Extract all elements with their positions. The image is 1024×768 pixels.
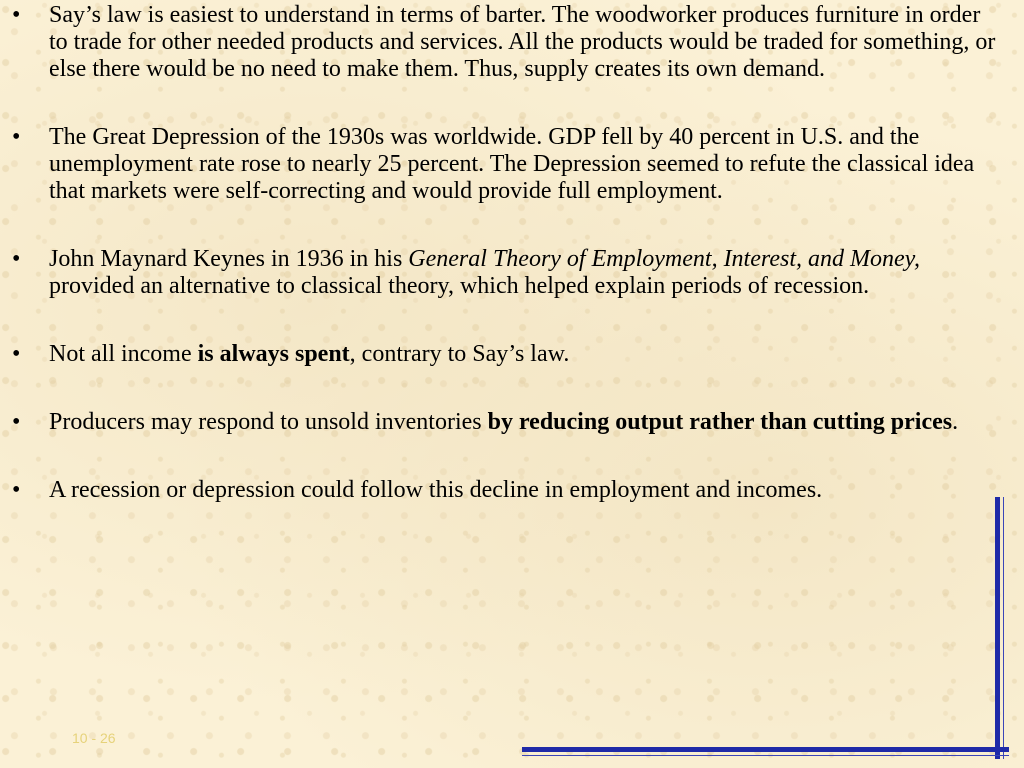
bullet-text-pre: Producers may respond to unsold inventories xyxy=(49,409,488,435)
bullet-icon: • xyxy=(12,341,21,367)
bullet-emphasis: by reducing output rather than cutting prices xyxy=(487,409,953,435)
bullet-text: Say’s law is easiest to understand in terms of barter. The woodworker produces furniture in order to trade for other needed products and services. All the products would be traded for something, or else there would be no need to make them. Thus, supply creates its own demand. xyxy=(49,2,996,82)
bullet-emphasis: is always spent xyxy=(197,341,350,367)
bullet-icon: • xyxy=(12,124,21,150)
bullet-great-depression xyxy=(12,124,1002,205)
bullet-keynes-general-theory xyxy=(12,246,1002,300)
frame-vertical-rule xyxy=(995,497,1000,759)
slide-content xyxy=(12,2,1002,545)
frame-horizontal-rule xyxy=(522,747,1009,752)
bullet-text-post: , contrary to Say’s law. xyxy=(349,341,570,367)
frame-horizontal-rule-thin xyxy=(522,755,1009,756)
bullet-text-post: . xyxy=(952,409,959,435)
bullet-recession-follows xyxy=(12,477,1002,504)
bullet-icon: • xyxy=(12,477,21,503)
bullet-text-pre: John Maynard Keynes in 1936 in his xyxy=(49,246,409,272)
bullet-says-law-barter xyxy=(12,2,1002,83)
bullet-list xyxy=(12,2,1002,504)
frame-vertical-rule-thin xyxy=(1003,497,1004,759)
bullet-text-post: provided an alternative to classical theory, which helped explain periods of recession. xyxy=(49,273,870,299)
bullet-text-pre: Not all income xyxy=(49,341,198,367)
bullet-icon: • xyxy=(12,2,21,28)
bullet-text: The Great Depression of the 1930s was worldwide. GDP fell by 40 percent in U.S. and the unemployment rate rose to nearly 25 percent. The Depression seemed to refute the classical idea that markets were self-correcting and would provide full employment. xyxy=(49,124,975,204)
slide-number: 10 - 26 xyxy=(72,730,116,746)
bullet-icon: • xyxy=(12,246,21,272)
bullet-producers-reduce-output xyxy=(12,409,1002,436)
bullet-text: A recession or depression could follow this decline in employment and incomes. xyxy=(49,477,823,503)
book-title: General Theory of Employment, Interest, and Money, xyxy=(408,246,920,272)
bullet-icon: • xyxy=(12,409,21,435)
bullet-income-not-spent xyxy=(12,341,1002,368)
